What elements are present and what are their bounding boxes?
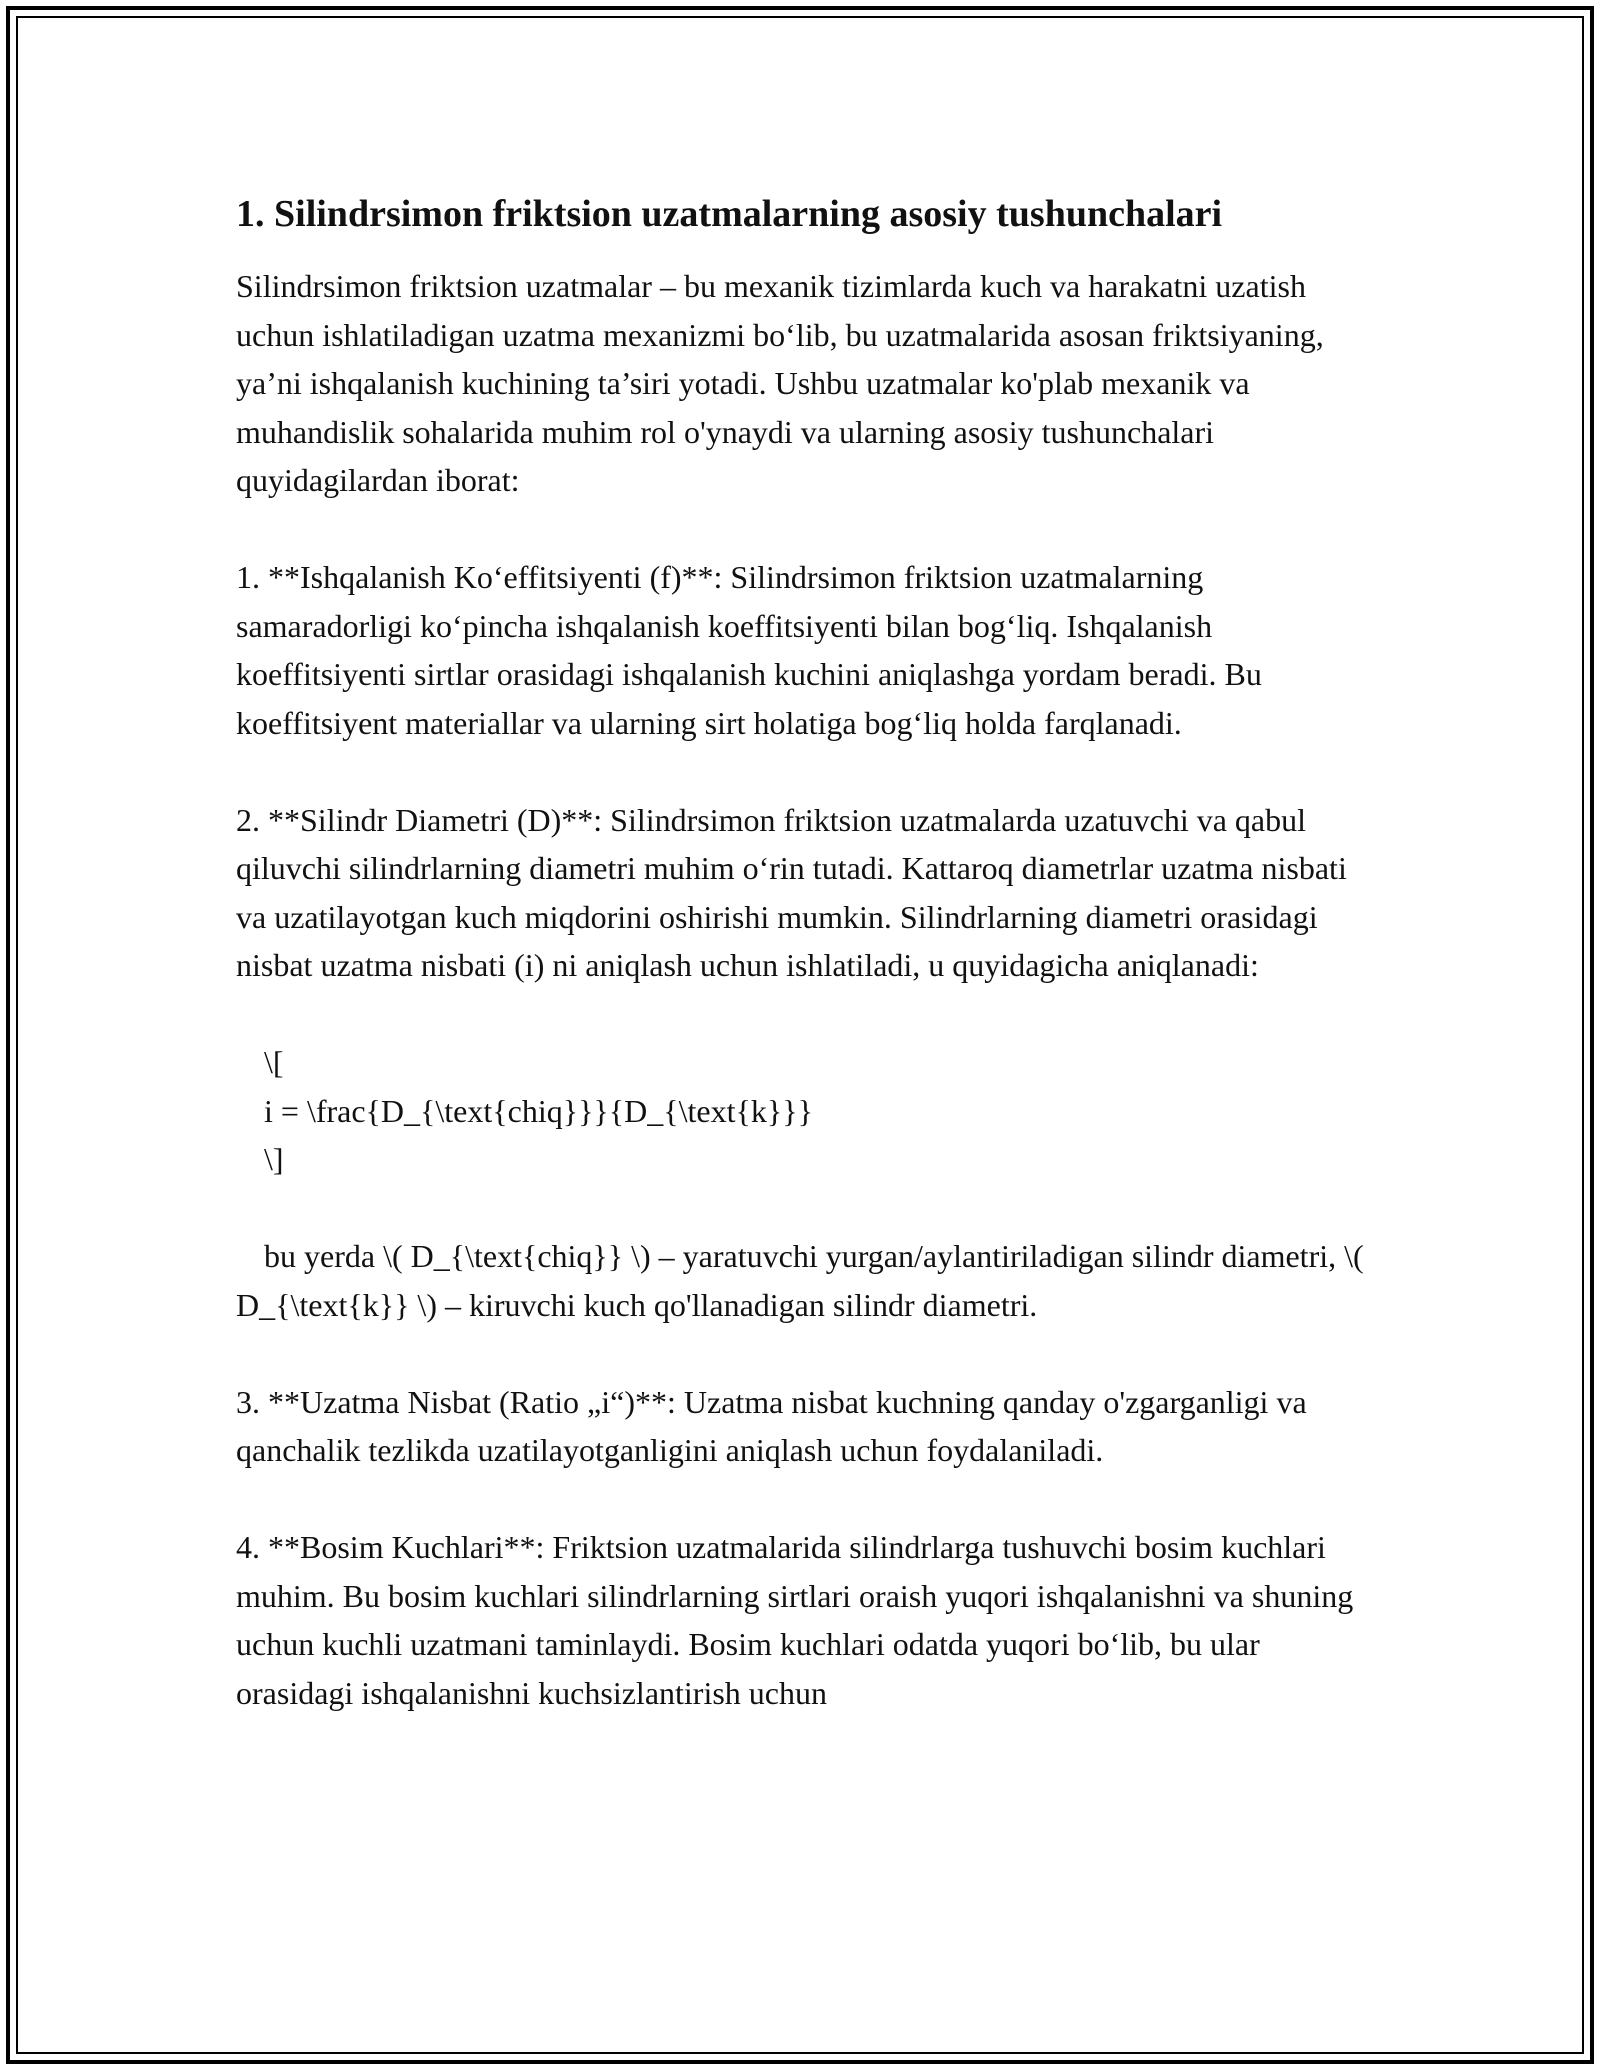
list-item-cylinder-diameter: 2. **Silindr Diametri (D)**: Silindrsimon friktsion uzatmalarda uzatuvchi va qabul qiluvchi silindrlarning diametri muhim o‘rin tutadi. Kattaroq diametrlar uzatma nisbati va uzatilayotgan kuch miqdorini oshirishi mumkin. Silindrlarning diametri orasidagi nisbat uzatma nisbati (i) ni aniqlash uchun ishlatiladi, u quyidagicha aniqlanadi: — [236, 801, 1347, 983]
paragraph-gap — [236, 1184, 1376, 1233]
section-heading: 1. Silindrsimon friktsion uzatmalarning asosiy tushunchalari — [236, 193, 1223, 235]
paragraph-gap — [236, 990, 1376, 1039]
list-item-friction-coefficient: 1. **Ishqalanish Ko‘effitsiyenti (f)**: Silindrsimon friktsion uzatmalarning samaradorligi ko‘pincha ishqalanish koeffitsiyenti bilan bog‘liq. Ishqalanish koeffitsiyenti sirtlar orasidagi ishqalanish kuchini aniqlashga yordam beradi. Bu koeffitsiyent materiallar va ularning sirt holatiga bog‘liq holda farqlanadi. — [236, 559, 1262, 741]
list-item-pressure-forces: 4. **Bosim Kuchlari**: Friktsion uzatmalarida silindrlarga tushuvchi bosim kuchlari muhim. Bu bosim kuchlari silindrlarning sirtlari oraish yuqori ishqalanishni va shuning uchun kuchli uzatmani taminlaydi. Bosim kuchlari odatda yuqori bo‘lib, bu ular orasidagi ishqalanishni kuchsizlantirish uchun — [236, 1529, 1354, 1711]
paragraph-gap — [236, 1475, 1376, 1524]
paragraph-gap — [236, 505, 1376, 554]
formula-body: i = \frac{D_{\text{chiq}}}{D_{\text{k}}} — [264, 1092, 813, 1129]
paragraph-gap — [236, 1329, 1376, 1378]
intro-paragraph: Silindrsimon friktsion uzatmalar – bu mexanik tizimlarda kuch va harakatni uzatish uchun ishlatiladigan uzatma mexanizmi bo‘lib, bu uzatmalarida asosan friktsiyaning, ya’ni ishqalanish kuchining ta’siri yotadi. Ushbu uzatmalar ko'plab mexanik va muhandislik sohalarida muhim rol o'ynaydi va ularning asosiy tushunchalari quyidagilardan iborat: — [236, 268, 1324, 498]
formula-note: bu yerda \( D_{\text{chiq}} \) – yaratuvchi yurgan/aylantiriladigan silindr diametri, \( D_{\text{k}} \) – kiruvchi kuch qo'llanadigan silindr diametri. — [236, 1238, 1364, 1323]
paragraph-gap — [236, 747, 1376, 796]
formula-open: \[ — [264, 1044, 284, 1080]
list-item-ratio: 3. **Uzatma Nisbat (Ratio „i“)**: Uzatma nisbat kuchning qanday o'zgarganligi va qanchalik tezlikda uzatilayotganligini aniqlash uchun foydalaniladi. — [236, 1383, 1307, 1468]
document-body — [236, 186, 1376, 1717]
formula-close: \] — [264, 1141, 284, 1177]
